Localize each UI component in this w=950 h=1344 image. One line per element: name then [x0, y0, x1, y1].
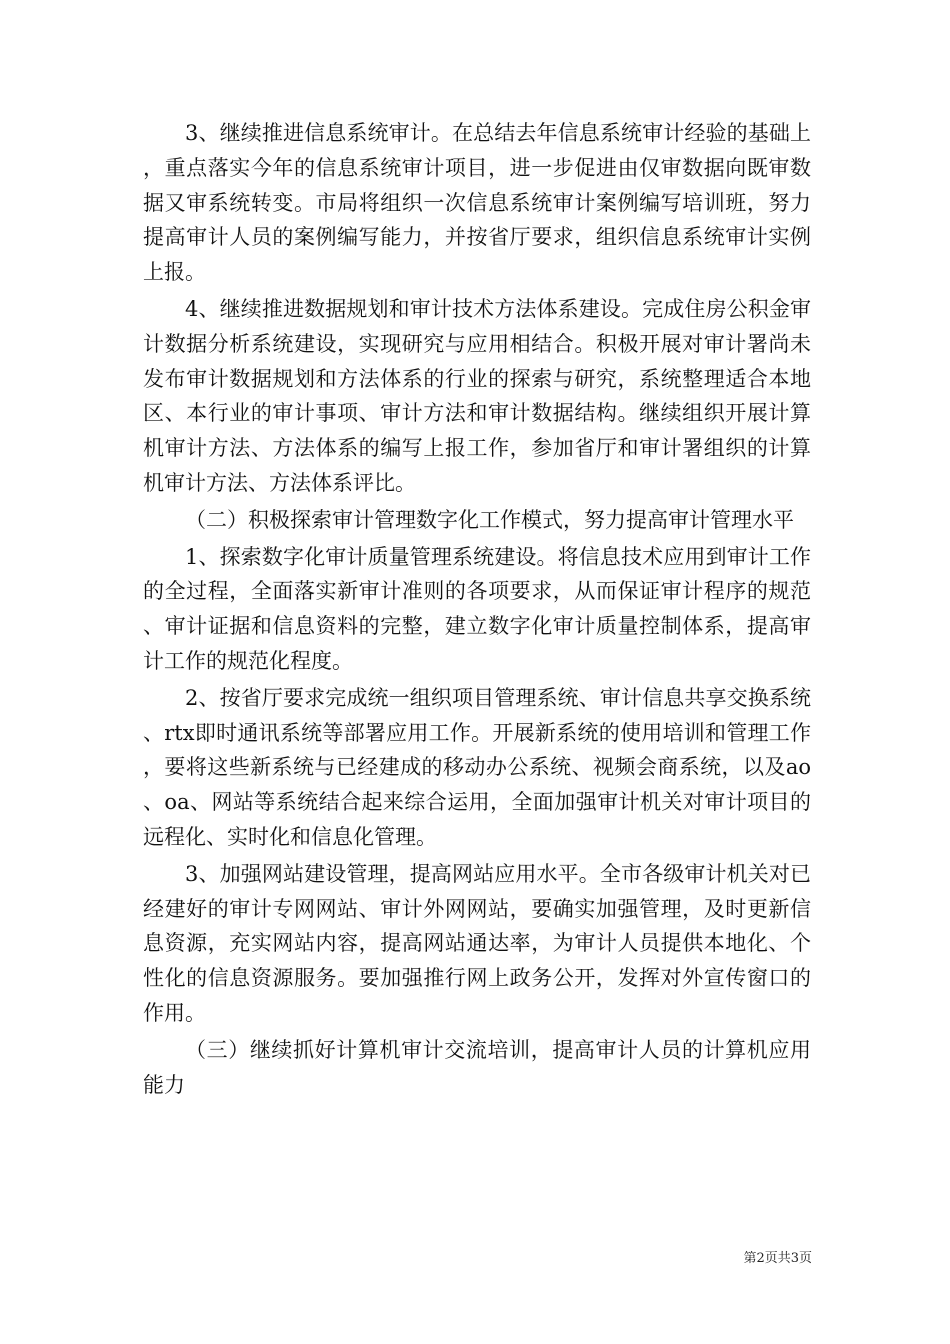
page-number-footer: 第2页共3页 — [743, 1251, 812, 1266]
paragraph-item-4-data-planning: 4、继续推进数据规划和审计技术方法体系建设。完成住房公积金审计数据分析系统建设，实现研究与应用相结合。积极开展对审计署尚未发布审计数据规划和方法体系的行业的探索与研究，系统整理适合本地区、本行业的审计事项、审计方法和审计数据结构。继续组织开展计算机审计方法、方法体系的编写上报工作，参加省厅和审计署组织的计算机审计方法、方法体系评比。 — [143, 296, 811, 495]
section-heading-2: （二）积极探索审计管理数字化工作模式，努力提高审计管理水平 — [185, 507, 794, 532]
paragraph-item-2-system-deployment: 2、按省厅要求完成统一组织项目管理系统、审计信息共享交换系统、rtx即时通讯系统等部署应用工作。开展新系统的使用培训和管理工作，要将这些新系统与已经建成的移动办公系统、视频会商系统，以及ao、oa、网站等系统结合起来综合运用，全面加强审计机关对审计项目的远程化、实时化和信息化管理。 — [143, 685, 811, 849]
section-heading-3: （三）继续抓好计算机审计交流培训，提高审计人员的计算机应用能力 — [143, 1037, 811, 1097]
paragraph-item-3-info-system-audit: 3、继续推进信息系统审计。在总结去年信息系统审计经验的基础上，重点落实今年的信息系统审计项目，进一步促进由仅审数据向既审数据又审系统转变。市局将组织一次信息系统审计案例编写培训班，努力提高审计人员的案例编写能力，并按省厅要求，组织信息系统审计实例上报。 — [143, 121, 811, 285]
document-body — [143, 116, 811, 1104]
paragraph-item-1-quality-management: 1、探索数字化审计质量管理系统建设。将信息技术应用到审计工作的全过程，全面落实新审计准则的各项要求，从而保证审计程序的规范、审计证据和信息资料的完整，建立数字化审计质量控制体系，提高审计工作的规范化程度。 — [143, 544, 811, 673]
paragraph-item-3-website-management: 3、加强网站建设管理，提高网站应用水平。全市各级审计机关对已经建好的审计专网网站、审计外网网站，要确实加强管理，及时更新信息资源，充实网站内容，提高网站通达率，为审计人员提供本地化、个性化的信息资源服务。要加强推行网上政务公开，发挥对外宣传窗口的作用。 — [143, 861, 811, 1025]
